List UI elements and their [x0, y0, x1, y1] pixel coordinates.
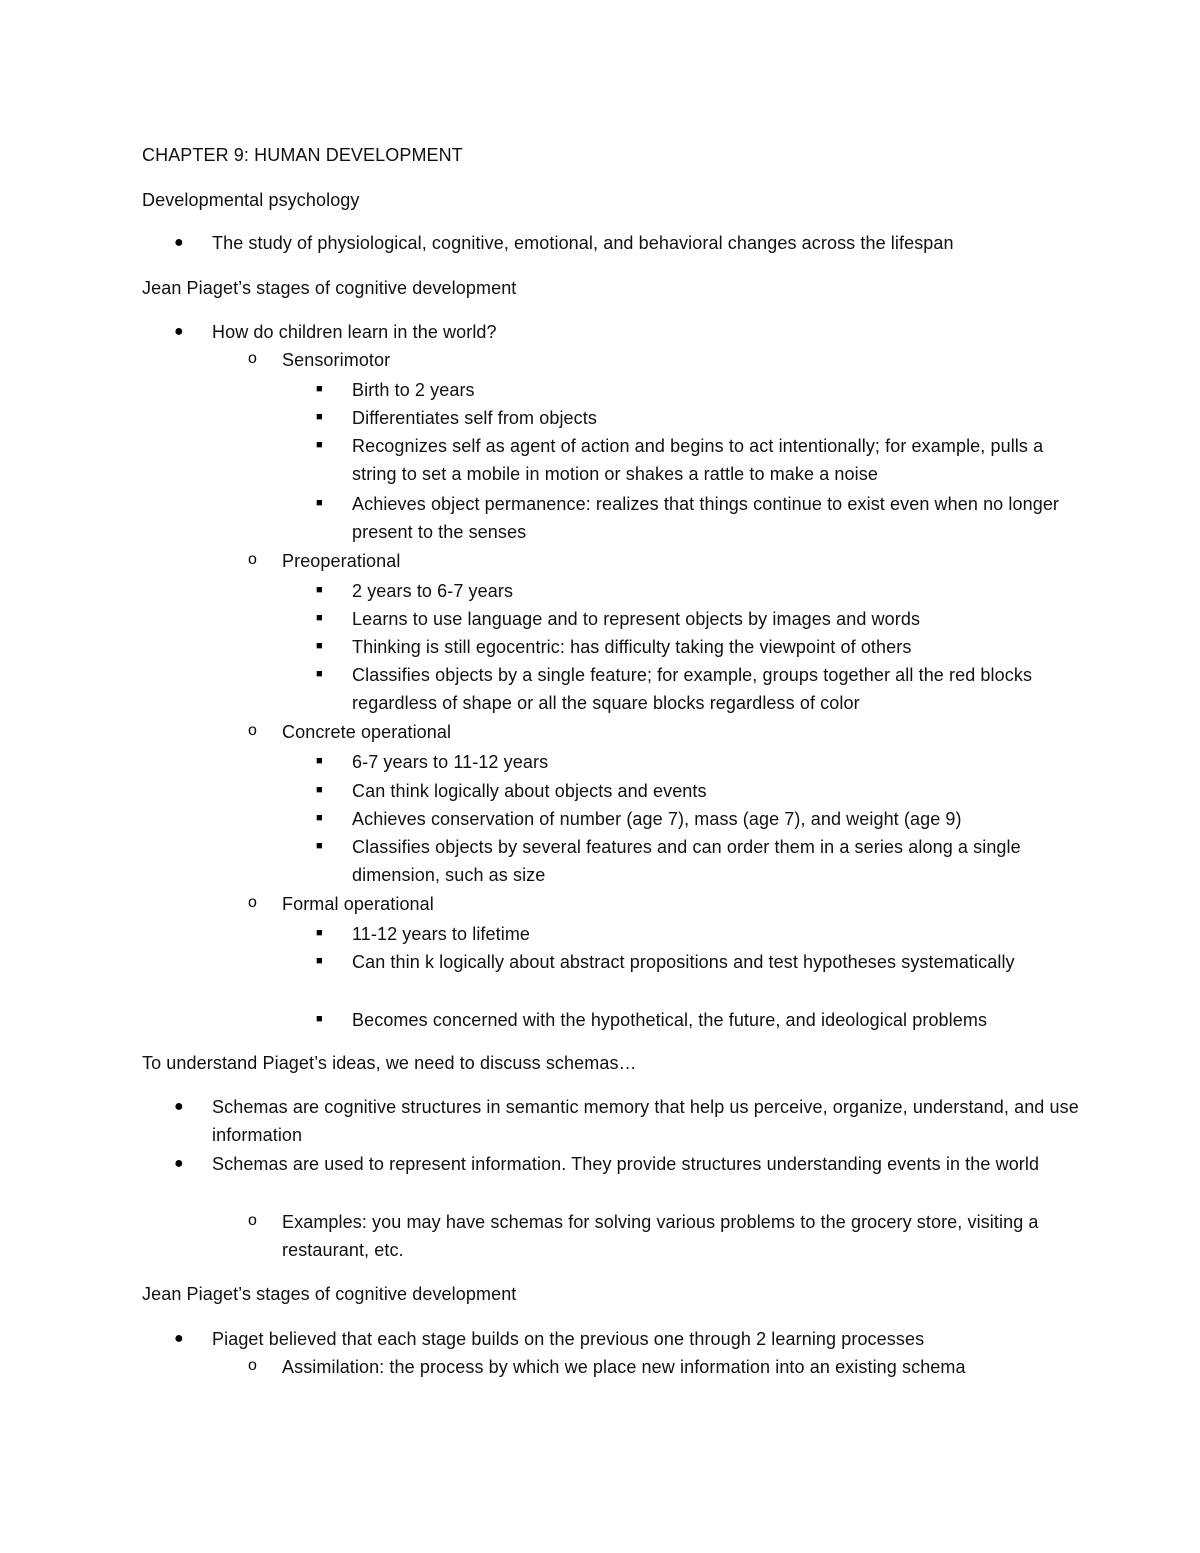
stage-name: Sensorimotor [282, 350, 391, 370]
sub-bullet-item [248, 1208, 1082, 1264]
bullet-marker: ● [174, 1098, 184, 1115]
list-item-text: Can thin k logically about abstract propositions and test hypotheses systematically [352, 952, 1015, 972]
bullet-marker: ● [174, 323, 184, 340]
list-item [316, 748, 1092, 776]
list-item [316, 376, 1092, 404]
sub-bullet-marker: o [248, 1212, 257, 1229]
section-heading-schemas: To understand Piaget’s ideas, we need to discuss schemas… [142, 1053, 637, 1073]
list-item-text: Becomes concerned with the hypothetical, the future, and ideological problems [352, 1010, 988, 1030]
square-bullet-marker: ■ [316, 927, 323, 939]
sub-bullet-text: Assimilation: the process by which we place new information into an existing schema [282, 1357, 966, 1377]
section-heading-developmental-psychology: Developmental psychology [142, 190, 360, 210]
bullet-item [174, 1325, 1092, 1353]
bullet-text: Schemas are cognitive structures in semantic memory that help us perceive, organize, understand, and use information [212, 1097, 1079, 1145]
list-item-text: Learns to use language and to represent objects by images and words [352, 609, 921, 629]
list-item [316, 633, 1092, 661]
bullet-text: How do children learn in the world? [212, 322, 497, 342]
list-item [316, 948, 1092, 976]
list-item-text: 6-7 years to 11-12 years [352, 752, 549, 772]
square-bullet-marker: ■ [316, 497, 323, 509]
bullet-text: Piaget believed that each stage builds on the previous one through 2 learning processes [212, 1329, 925, 1349]
list-item [316, 404, 1092, 432]
square-bullet-marker: ■ [316, 668, 323, 680]
bullet-marker: ● [174, 234, 184, 251]
bullet-item [174, 1150, 1092, 1178]
list-item-text: 2 years to 6-7 years [352, 581, 514, 601]
bullet-text: Schemas are used to represent information. They provide structures understanding events in the world [212, 1154, 1040, 1174]
list-item-text: Can think logically about objects and events [352, 781, 707, 801]
square-bullet-marker: ■ [316, 411, 323, 423]
chapter-title: CHAPTER 9: HUMAN DEVELOPMENT [142, 145, 463, 165]
list-item [316, 833, 1092, 889]
bullet-item [174, 229, 1092, 257]
list-item [316, 577, 1092, 605]
stage-name: Formal operational [282, 894, 434, 914]
square-bullet-marker: ■ [316, 640, 323, 652]
stage-name: Concrete operational [282, 722, 452, 742]
list-item-text: Thinking is still egocentric: has difficulty taking the viewpoint of others [352, 637, 912, 657]
list-item [316, 777, 1092, 805]
list-item-text: Recognizes self as agent of action and begins to act intentionally; for example, pulls a string to set a mobile in motion or shakes a rattle to make a noise [352, 436, 1044, 484]
sub-bullet-marker: o [248, 350, 257, 367]
list-item [316, 920, 1092, 948]
square-bullet-marker: ■ [316, 612, 323, 624]
stage-item-sensorimotor [248, 346, 1082, 374]
bullet-marker: ● [174, 1155, 184, 1172]
bullet-item [174, 1093, 1092, 1149]
list-item-text: Birth to 2 years [352, 380, 475, 400]
bullet-item [174, 318, 1092, 346]
bullet-marker: ● [174, 1330, 184, 1347]
list-item [316, 805, 1092, 833]
sub-bullet-marker: o [248, 551, 257, 568]
square-bullet-marker: ■ [316, 755, 323, 767]
square-bullet-marker: ■ [316, 840, 323, 852]
square-bullet-marker: ■ [316, 955, 323, 967]
list-item [316, 432, 1092, 488]
list-item [316, 661, 1092, 717]
list-item-text: Achieves conservation of number (age 7), mass (age 7), and weight (age 9) [352, 809, 962, 829]
list-item-text: 11-12 years to lifetime [352, 924, 531, 944]
sub-bullet-item [248, 1353, 1082, 1381]
sub-bullet-text: Examples: you may have schemas for solving various problems to the grocery store, visiting a restaurant, etc. [282, 1212, 1039, 1260]
section-heading-piaget-stages-2: Jean Piaget’s stages of cognitive development [142, 1284, 517, 1304]
stage-name: Preoperational [282, 551, 401, 571]
list-item [316, 1006, 1092, 1034]
list-item-text: Classifies objects by a single feature; for example, groups together all the red blocks regardless of shape or all the square blocks regardless of color [352, 665, 1033, 713]
sub-bullet-marker: o [248, 894, 257, 911]
square-bullet-marker: ■ [316, 383, 323, 395]
section-heading-piaget-stages: Jean Piaget’s stages of cognitive development [142, 278, 517, 298]
bullet-text: The study of physiological, cognitive, emotional, and behavioral changes across the lifespan [212, 233, 954, 253]
stage-item-preoperational [248, 547, 1082, 575]
square-bullet-marker: ■ [316, 1013, 323, 1025]
square-bullet-marker: ■ [316, 584, 323, 596]
square-bullet-marker: ■ [316, 812, 323, 824]
sub-bullet-marker: o [248, 1357, 257, 1374]
sub-bullet-marker: o [248, 722, 257, 739]
list-item-text: Differentiates self from objects [352, 408, 597, 428]
square-bullet-marker: ■ [316, 439, 323, 451]
list-item [316, 605, 1092, 633]
list-item [316, 490, 1092, 546]
stage-item-formal-operational [248, 890, 1082, 918]
list-item-text: Achieves object permanence: realizes that things continue to exist even when no longer present to the senses [352, 494, 1060, 542]
list-item-text: Classifies objects by several features and can order them in a series along a single dimension, such as size [352, 837, 1021, 885]
square-bullet-marker: ■ [316, 784, 323, 796]
stage-item-concrete-operational [248, 718, 1082, 746]
